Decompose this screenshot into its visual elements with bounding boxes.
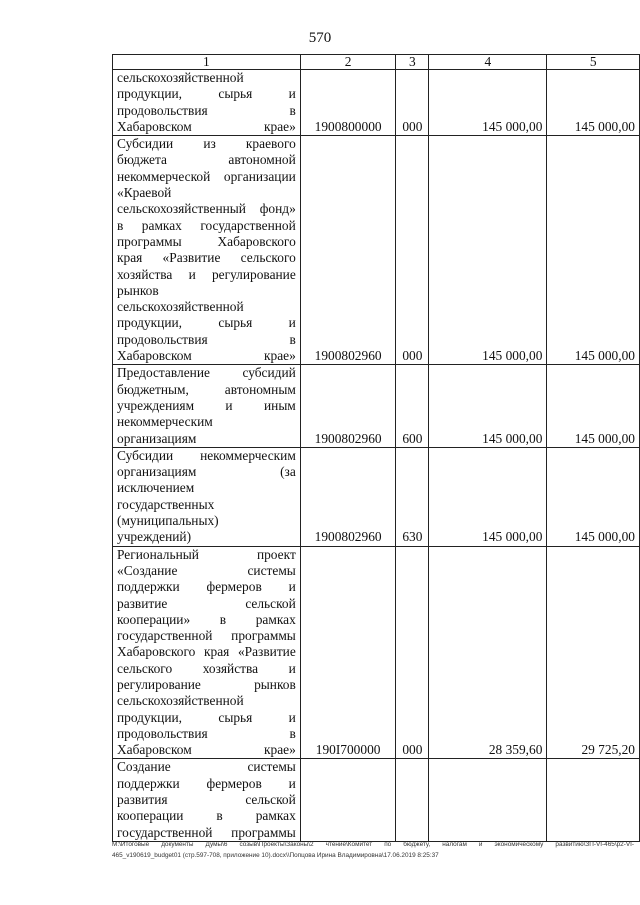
description-line: учреждениям и иным [117,397,296,413]
target-article-code: 1900802960 [300,136,396,365]
description-line: государственной программы [117,628,296,644]
amount-year-2: 29 725,20 [547,546,640,759]
target-article-code: 1900800000 [300,70,396,136]
description-line: программы Хабаровского [117,233,296,249]
description-line: продукции, сырья и [117,315,296,331]
description-line: Субсидии из краевого [117,136,296,152]
description-line: регулирование рынков [117,676,296,692]
description-line: продовольствия в [117,102,296,118]
column-header-5: 5 [547,55,640,70]
description-line: края «Развитие сельского [117,250,296,266]
row-description [113,759,301,841]
description-line: сельского хозяйства и [117,660,296,676]
amount-year-1: 145 000,00 [429,136,547,365]
expense-type-code: 600 [396,365,429,447]
amount-year-1: 145 000,00 [429,447,547,546]
description-line: хозяйства и регулирование [117,266,296,282]
description-line: продукции, сырья и [117,86,296,102]
target-article-code [300,759,396,841]
amount-year-2: 145 000,00 [547,136,640,365]
column-header-4: 4 [429,55,547,70]
column-header-2: 2 [300,55,396,70]
description-line: развития сельской [117,792,296,808]
footer-line: M:\Итоговые документы Думы\6 созыв\Проекты\Законы\2 чтение\Комитет по бюджету, налогам и экономическому развитию\ЗП-VI-465\р2-VI- [112,841,634,848]
description-line: организациям [117,430,197,446]
description-line: Хабаровском крае» [117,742,296,758]
description-line: бюджетным, автономным [117,381,296,397]
column-number-row [113,55,640,70]
description-line: бюджета автономной [117,152,296,168]
description-line: продовольствия в [117,725,296,741]
table-row [113,365,640,447]
description-line: Предоставление субсидий [117,365,296,381]
table-row [113,447,640,546]
row-description [113,365,301,447]
table-row [113,759,640,841]
row-description [113,136,301,365]
description-line: Хабаровского края «Развитие [117,644,296,660]
budget-table [112,54,640,842]
target-article-code: 1900802960 [300,365,396,447]
row-description [113,447,301,546]
description-line: «Создание системы [117,562,296,578]
amount-year-2 [547,759,640,841]
target-article-code: 190I700000 [300,546,396,759]
description-line: развитие сельской [117,595,296,611]
description-line: сельскохозяйственной [117,693,244,709]
description-line: исключением [117,480,195,496]
description-line: государственных [117,496,215,512]
description-line: учреждений) [117,529,192,545]
page-number: 570 [308,30,332,46]
description-line: продукции, сырья и [117,709,296,725]
column-header-3: 3 [396,55,429,70]
description-line: сельскохозяйственный фонд» [117,201,296,217]
description-line: сельскохозяйственной [117,299,244,315]
table-row [113,546,640,759]
amount-year-1: 145 000,00 [429,70,547,136]
description-line: кооперации в рамках [117,808,296,824]
description-line: «Краевой [117,185,172,201]
description-line: Хабаровском крае» [117,118,296,134]
document-file-path-footer [112,839,634,861]
amount-year-1 [429,759,547,841]
amount-year-2: 145 000,00 [547,447,640,546]
amount-year-1: 28 359,60 [429,546,547,759]
expense-type-code: 000 [396,546,429,759]
description-line: продовольствия в [117,331,296,347]
description-line: сельскохозяйственной [117,70,244,85]
column-header-1: 1 [113,55,301,70]
table-row [113,70,640,136]
amount-year-2: 145 000,00 [547,365,640,447]
description-line: организациям (за [117,464,296,480]
description-line: кооперации» в рамках [117,611,296,627]
expense-type-code: 000 [396,70,429,136]
description-line: поддержки фермеров и [117,775,296,791]
row-description [113,70,301,136]
amount-year-1: 145 000,00 [429,365,547,447]
description-line: Создание системы [117,759,296,775]
expense-type-code: 630 [396,447,429,546]
row-description [113,546,301,759]
amount-year-2: 145 000,00 [547,70,640,136]
expense-type-code: 000 [396,136,429,365]
expense-type-code [396,759,429,841]
description-line: государственной программы [117,824,296,840]
description-line: поддержки фермеров и [117,579,296,595]
description-line: Хабаровском крае» [117,348,296,364]
description-line: (муниципальных) [117,513,219,529]
description-line: Субсидии некоммерческим [117,447,296,463]
table-row [113,136,640,365]
footer-line: 465_v190619_budget01 (стр.597-708, приложение 10).docx\\Попцова Ирина Владимировна\17.06.2019 8:25:37 [112,852,439,859]
description-line: Региональный проект [117,546,296,562]
description-line: рынков [117,282,159,298]
target-article-code: 1900802960 [300,447,396,546]
description-line: некоммерческой организации [117,168,296,184]
description-line: некоммерческим [117,414,213,430]
description-line: в рамках государственной [117,217,296,233]
